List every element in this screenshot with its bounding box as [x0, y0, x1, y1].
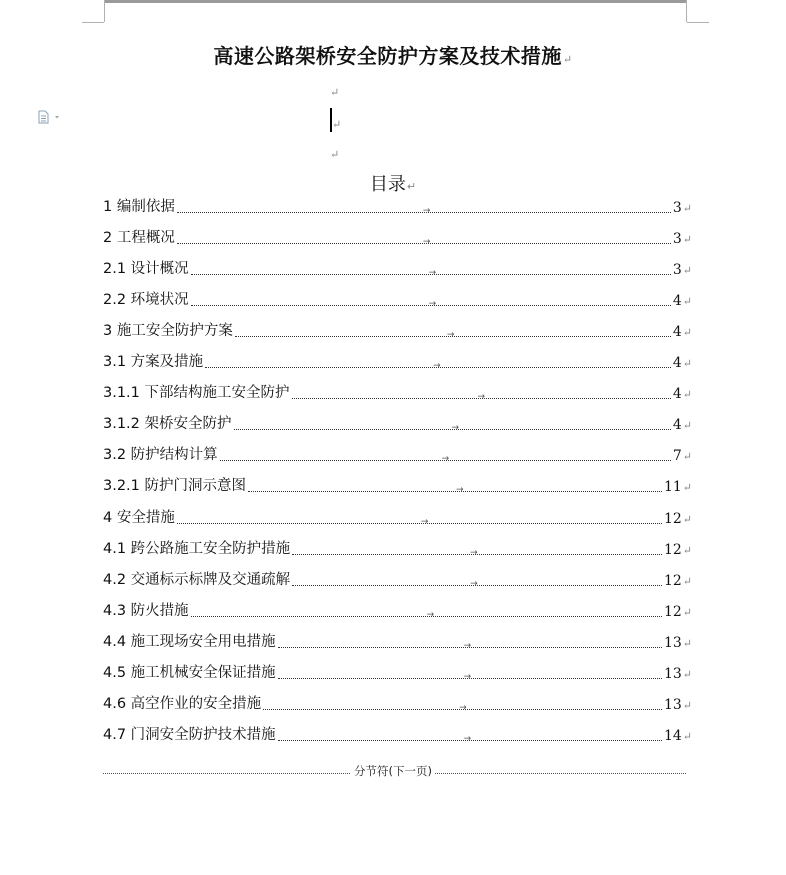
toc-dot-leader [234, 423, 671, 434]
toc-dot-leader [292, 547, 662, 558]
toc-entry-label: 2 工程概况 [103, 230, 175, 247]
crop-mark-left-horizontal [82, 22, 104, 23]
toc-entry-label: 3.1.2 架桥安全防护 [103, 416, 232, 433]
paragraph-mark: ↵ [682, 326, 692, 340]
paragraph-mark: ↵ [682, 264, 692, 278]
toc-page-number: 3 [672, 262, 682, 279]
toc-page-number: 12 [663, 572, 682, 589]
toc-dot-leader [292, 392, 671, 403]
toc-entry-page [664, 511, 692, 527]
tab-mark: → [463, 733, 472, 744]
tab-mark: → [477, 392, 486, 403]
tab-mark: → [433, 361, 441, 372]
toc-page-number: 7 [672, 448, 682, 465]
toc-dot-leader [191, 299, 671, 310]
empty-paragraph-mark: ↵ [332, 118, 342, 131]
paragraph-mark: ↵ [682, 512, 692, 526]
toc-page-number: 13 [663, 665, 682, 682]
toc-dot-leader [220, 454, 671, 465]
tab-mark: → [451, 423, 460, 434]
paragraph-mark: ↵ [682, 543, 692, 557]
toc-entry-label: 1 编制依据 [103, 199, 175, 216]
toc-page-number: 13 [663, 696, 682, 713]
toc-page-number: 3 [672, 200, 682, 217]
toc-dot-leader [177, 516, 662, 527]
toc-entry[interactable] [103, 285, 692, 316]
toc-heading-text: 目录 [369, 174, 406, 195]
toc-entry-page [664, 542, 692, 558]
toc-entry[interactable] [103, 471, 692, 502]
toc-entry[interactable] [103, 409, 692, 440]
toc-dot-leader [177, 206, 671, 217]
tab-mark: → [470, 547, 478, 558]
toc-dot-leader [205, 361, 671, 372]
crop-mark-left-vertical [104, 0, 105, 22]
crop-mark-right-vertical [686, 0, 687, 22]
tab-mark: → [441, 454, 450, 465]
paragraph-mark: ↵ [682, 574, 692, 588]
toc-entry-label: 4.2 交通标示标牌及交通疏解 [103, 571, 291, 588]
toc-entry-page [664, 573, 692, 589]
paragraph-mark: ↵ [682, 450, 692, 464]
toc-entry[interactable] [103, 223, 692, 254]
toc-entry-page [664, 666, 692, 682]
paragraph-mark: ↵ [682, 388, 692, 402]
tab-mark: → [422, 237, 431, 248]
paragraph-mark: ↵ [562, 53, 573, 66]
toc-entry[interactable] [103, 440, 692, 471]
toc-page-number: 11 [663, 479, 682, 496]
section-break-label: 分节符(下一页) [351, 764, 435, 778]
paragraph-mark: ↵ [682, 667, 692, 681]
toc-entry-label: 4.4 施工现场安全用电措施 [103, 633, 276, 650]
tab-mark: → [428, 268, 437, 279]
paragraph-mark: ↵ [682, 636, 692, 650]
toc-entry[interactable] [103, 316, 692, 347]
paragraph-mark: ↵ [682, 357, 692, 371]
toc-entry[interactable] [103, 689, 692, 720]
toc-page-number: 12 [663, 603, 682, 620]
toc-entry[interactable] [103, 192, 692, 223]
empty-paragraph-mark: ↵ [330, 86, 340, 99]
tab-mark: → [426, 609, 435, 620]
toc-entry[interactable] [103, 627, 692, 658]
toc-entry-page [673, 355, 692, 371]
toc-entry-label: 3.1.1 下部结构施工安全防护 [103, 385, 290, 402]
document-options-icon[interactable] [37, 109, 61, 123]
toc-entry-label: 3 施工安全防护方案 [103, 323, 233, 340]
tab-mark: → [459, 702, 467, 713]
paragraph-mark: ↵ [682, 481, 692, 495]
toc-entry-page [673, 417, 692, 433]
tab-mark: → [446, 330, 455, 341]
toc-entry-label: 4 安全措施 [103, 509, 175, 526]
toc-page-number: 3 [672, 231, 682, 248]
toc-page-number: 4 [672, 355, 682, 372]
toc-entry-label: 4.5 施工机械安全保证措施 [103, 664, 276, 681]
tab-mark: → [463, 640, 472, 651]
toc-entry-page [673, 324, 692, 340]
toc-page-number: 12 [663, 541, 682, 558]
toc-entry-label: 3.1 方案及措施 [103, 354, 204, 371]
toc-page-number: 4 [672, 386, 682, 403]
toc-page-number: 14 [663, 727, 682, 744]
toc-entry-label: 2.2 环境状况 [103, 292, 189, 309]
paragraph-mark: ↵ [682, 605, 692, 619]
paragraph-mark: ↵ [682, 698, 692, 712]
crop-mark-right-horizontal [687, 22, 709, 23]
toc-entry-label: 2.1 设计概况 [103, 261, 189, 278]
toc-entry-label: 4.6 高空作业的安全措施 [103, 695, 262, 712]
toc-page-number: 4 [672, 324, 682, 341]
toc-entry[interactable] [103, 502, 692, 533]
toc-entry-page [673, 231, 692, 247]
toc-dot-leader [292, 578, 662, 589]
toc-entry-page [673, 293, 692, 309]
toc-entry[interactable] [103, 565, 692, 596]
toc-entry-label: 4.7 门洞安全防护技术措施 [103, 726, 276, 743]
toc-entry[interactable] [103, 658, 692, 689]
empty-paragraph-mark: ↵ [330, 148, 340, 161]
tab-mark: → [470, 578, 478, 589]
toc-entry-page [664, 635, 692, 651]
tab-mark: → [456, 485, 464, 496]
toc-page-number: 4 [672, 417, 682, 434]
toc-page-number: 4 [672, 293, 682, 310]
toc-dot-leader [248, 485, 662, 496]
table-of-contents [103, 192, 692, 751]
toc-dot-leader [278, 671, 662, 682]
toc-entry-page [673, 200, 692, 216]
paragraph-mark: ↵ [682, 233, 692, 247]
toc-dot-leader [278, 733, 662, 744]
paragraph-mark: ↵ [682, 202, 692, 216]
tab-mark: → [420, 516, 429, 527]
page-top-edge [105, 0, 686, 3]
tab-mark: → [463, 671, 472, 682]
tab-mark: → [422, 206, 431, 217]
toc-entry-label: 3.2.1 防护门洞示意图 [103, 478, 247, 495]
toc-entry-page [664, 479, 692, 495]
toc-dot-leader [263, 702, 662, 713]
toc-entry-page [664, 697, 692, 713]
toc-page-number: 13 [663, 634, 682, 651]
paragraph-mark: ↵ [682, 295, 692, 309]
section-break [0, 763, 786, 779]
toc-dot-leader [177, 237, 671, 248]
document-title-text: 高速公路架桥安全防护方案及技术措施 [213, 44, 562, 68]
toc-entry-label: 3.2 防护结构计算 [103, 447, 218, 464]
toc-page-number: 12 [663, 510, 682, 527]
toc-entry[interactable] [103, 720, 692, 751]
toc-entry[interactable] [103, 254, 692, 285]
toc-entry[interactable] [103, 596, 692, 627]
paragraph-mark: ↵ [406, 180, 417, 193]
toc-entry-page [664, 728, 692, 744]
toc-dot-leader [278, 640, 662, 651]
toc-entry-label: 4.3 防火措施 [103, 602, 189, 619]
paragraph-mark: ↵ [682, 419, 692, 433]
toc-entry-label: 4.1 跨公路施工安全防护措施 [103, 540, 291, 557]
tab-mark: → [428, 299, 437, 310]
toc-entry[interactable] [103, 378, 692, 409]
toc-entry-page [673, 448, 692, 464]
toc-dot-leader [191, 268, 671, 279]
toc-entry-page [673, 386, 692, 402]
toc-entry-page [673, 262, 692, 278]
toc-dot-leader [191, 609, 662, 620]
toc-entry[interactable] [103, 534, 692, 565]
toc-entry[interactable] [103, 347, 692, 378]
toc-dot-leader [235, 330, 671, 341]
toc-entry-page [664, 604, 692, 620]
document-title [0, 40, 786, 69]
paragraph-mark: ↵ [682, 729, 692, 743]
